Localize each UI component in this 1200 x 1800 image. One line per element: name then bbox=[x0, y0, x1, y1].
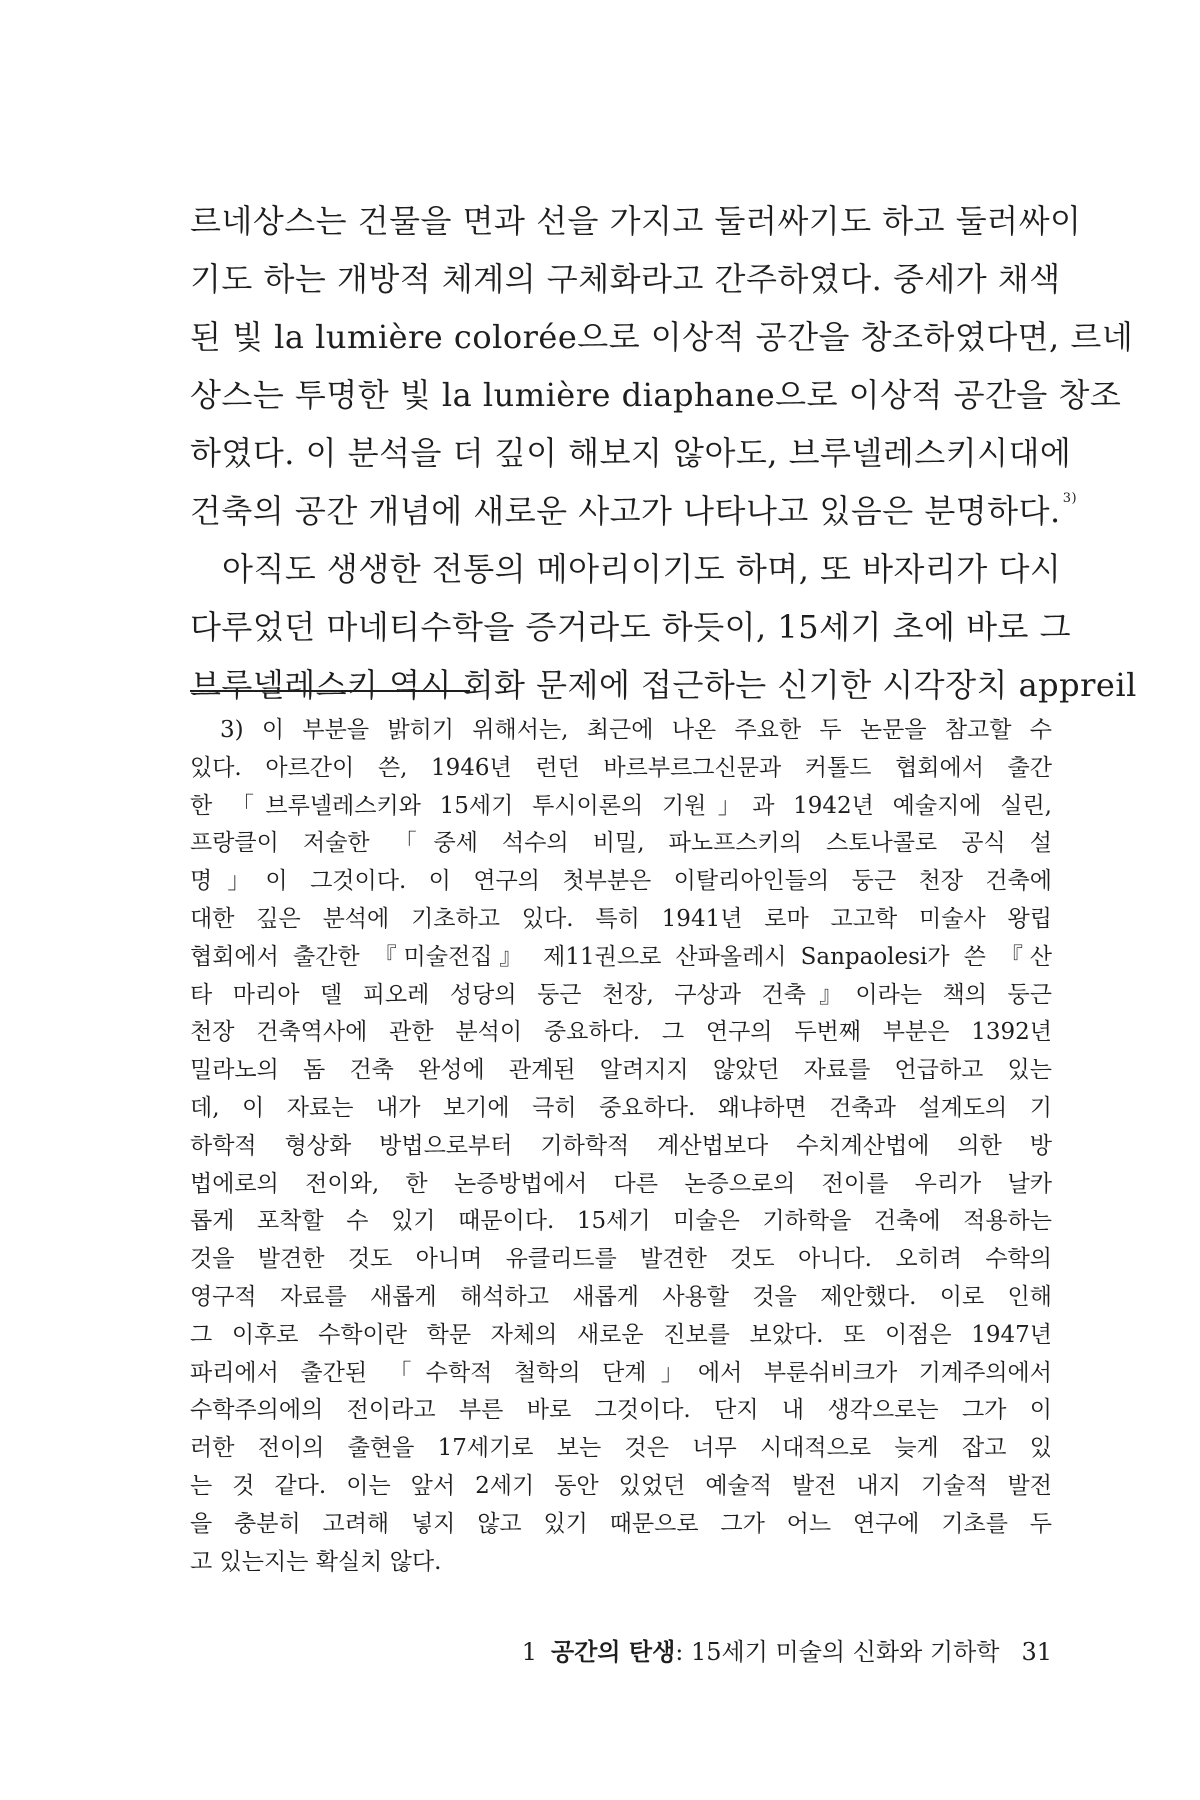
footnote-line: 는 것 같다. 이는 앞서 2세기 동안 있었던 예술적 발전 내지 기술적 발전 bbox=[190, 1472, 1052, 1499]
footnote-line: 러한 전이의 출현을 17세기로 보는 것은 너무 시대적으로 늦게 잡고 있 bbox=[190, 1435, 1052, 1462]
footnote-line: 을 충분히 고려해 넣지 않고 있기 때문으로 그가 어느 연구에 기초를 두 bbox=[190, 1510, 1052, 1537]
body-line: 된 빛 la lumière colorée으로 이상적 공간을 창조하였다면, 르네 bbox=[190, 318, 1134, 356]
footnote-line: 있다. 아르간이 쓴, 1946년 런던 바르부르그신문과 커톨드 협회에서 출간 bbox=[190, 754, 1052, 781]
body-line: 상스는 투명한 빛 la lumière diaphane으로 이상적 공간을 창조 bbox=[190, 376, 1122, 414]
running-footer bbox=[522, 1632, 1052, 1667]
footnote-line: 파리에서 출간된 「수학적 철학의 단계」에서 부룬쉬비크가 기계주의에서 bbox=[190, 1359, 1052, 1386]
footnote-reference[interactable]: 3) bbox=[1062, 491, 1078, 506]
footnote-line: 고 있는지는 확실치 않다. bbox=[190, 1548, 442, 1575]
footnote-line: 3) 이 부분을 밝히기 위해서는, 최근에 나온 주요한 두 논문을 참고할 수 bbox=[220, 717, 1052, 743]
footnote-line: 법에로의 전이와, 한 논증방법에서 다른 논증으로의 전이를 우리가 날카 bbox=[190, 1170, 1052, 1197]
footnote-line: 타 마리아 델 피오레 성당의 둥근 천장, 구상과 건축』이라는 책의 둥근 bbox=[190, 981, 1052, 1008]
body-line: 다루었던 마네티수학을 증거라도 하듯이, 15세기 초에 바로 그 bbox=[190, 608, 1071, 646]
footnote-line: 하학적 형상화 방법으로부터 기하학적 계산법보다 수치계산법에 의한 방 bbox=[190, 1132, 1052, 1159]
chapter-subtitle: : 15세기 미술의 신화와 기하학 bbox=[675, 1638, 1000, 1666]
footnote-line: 것을 발견한 것도 아니며 유클리드를 발견한 것도 아니다. 오히려 수학의 bbox=[190, 1246, 1052, 1273]
footnote-line: 롭게 포착할 수 있기 때문이다. 15세기 미술은 기하학을 건축에 적용하는 bbox=[190, 1208, 1052, 1235]
chapter-title: 공간의 탄생 bbox=[551, 1637, 676, 1666]
body-line: 기도 하는 개방적 체계의 구체화라고 간주하였다. 중세가 채색 bbox=[190, 260, 1061, 298]
footnote-divider bbox=[190, 690, 470, 692]
footnote-line: 대한 깊은 분석에 기초하고 있다. 특히 1941년 로마 고고학 미술사 왕립 bbox=[190, 905, 1052, 932]
body-line: 브루넬레스키 역시 회화 문제에 접근하는 신기한 시각장치 appreil bbox=[190, 666, 1137, 704]
body-line: 아직도 생생한 전통의 메아리이기도 하며, 또 바자리가 다시 bbox=[222, 550, 1062, 588]
body-text bbox=[190, 192, 1137, 714]
body-line-with-footnote bbox=[190, 482, 1078, 540]
footnote-line: 그 이후로 수학이란 학문 자체의 새로운 진보를 보았다. 또 이점은 1947년 bbox=[190, 1321, 1052, 1348]
body-line: 르네상스는 건물을 면과 선을 가지고 둘러싸기도 하고 둘러싸이 bbox=[190, 202, 1082, 240]
footnote-line: 영구적 자료를 새롭게 해석하고 새롭게 사용할 것을 제안했다. 이로 인해 bbox=[190, 1283, 1052, 1310]
body-line-text: 건축의 공간 개념에 새로운 사고가 나타나고 있음은 분명하다. bbox=[190, 492, 1061, 530]
body-line: 하였다. 이 분석을 더 깊이 해보지 않아도, 브루넬레스키시대에 bbox=[190, 434, 1072, 472]
footnote-line: 밀라노의 돔 건축 완성에 관계된 알려지지 않았던 자료를 언급하고 있는 bbox=[190, 1057, 1052, 1084]
page-number: 31 bbox=[1021, 1638, 1052, 1666]
footnote-line: 협회에서 출간한 『미술전집』 제11권으로 산파올레시 Sanpaolesi가 쓴 『산 bbox=[190, 943, 1052, 970]
footnote-line: 프랑클이 저술한 「중세 석수의 비밀, 파노프스키의 스토나콜로 공식 설 bbox=[190, 830, 1052, 857]
chapter-number: 1 bbox=[521, 1638, 537, 1666]
footnote-line: 명」이 그것이다. 이 연구의 첫부분은 이탈리아인들의 둥근 천장 건축에 bbox=[190, 868, 1052, 895]
footnote-line: 천장 건축역사에 관한 분석이 중요하다. 그 연구의 두번째 부분은 1392년 bbox=[190, 1019, 1052, 1046]
footnote-line: 수학주의에의 전이라고 부른 바로 그것이다. 단지 내 생각으로는 그가 이 bbox=[190, 1397, 1052, 1424]
footnote-line: 데, 이 자료는 내가 보기에 극히 중요하다. 왜냐하면 건축과 설계도의 기 bbox=[190, 1094, 1052, 1121]
footnote-line: 한 「브루넬레스키와 15세기 투시이론의 기원」과 1942년 예술지에 실린, bbox=[190, 792, 1052, 819]
footnote bbox=[190, 712, 1052, 1581]
